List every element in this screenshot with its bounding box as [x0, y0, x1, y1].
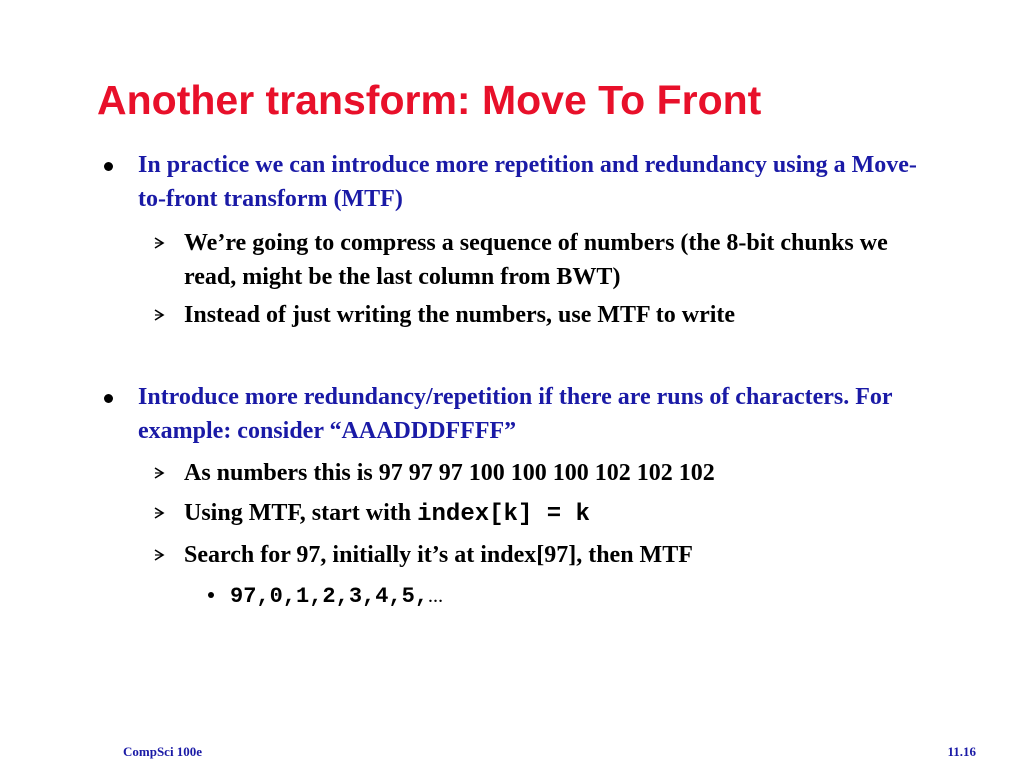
ellipsis-text: … — [428, 590, 444, 606]
sub-bullet-item — [184, 538, 944, 572]
sub-bullet-text: Instead of just writing the numbers, use MTF to write — [184, 302, 736, 328]
bullet-icon — [104, 162, 113, 171]
sub-bullet-text: As numbers this is 97 97 97 100 100 100 102 102 102 — [184, 460, 715, 486]
footer-course: CompSci 100e — [123, 744, 203, 759]
arrowhead-icon — [153, 309, 165, 321]
arrowhead-icon — [153, 507, 165, 519]
bullet-text: Introduce more redundancy/repetition if there are runs of characters. For example: consider “AAADDDFFFF” — [138, 384, 893, 444]
arrowhead-icon — [153, 237, 165, 249]
sub-bullet-text: Search for 97, initially it’s at index[97], then MTF — [184, 542, 693, 568]
slide-title: Another transform: Move To Front — [97, 77, 762, 123]
sub-bullet-text: Using MTF, start with — [184, 500, 418, 526]
arrowhead-icon — [153, 549, 165, 561]
footer-slide-number: 11.16 — [947, 744, 976, 759]
dot-icon — [208, 592, 214, 598]
sub-sub-bullet-item — [230, 580, 443, 613]
bullet-icon — [104, 394, 113, 403]
bullet-item — [138, 380, 928, 448]
sub-bullet-text: We’re going to compress a sequence of numbers (the 8-bit chunks we read, might be the last column from BWT) — [184, 230, 888, 290]
sub-bullet-item — [184, 496, 944, 532]
arrowhead-icon — [153, 467, 165, 479]
code-snippet: index[k] = k — [417, 501, 590, 528]
sub-bullet-item — [184, 456, 944, 490]
bullet-item — [138, 148, 928, 216]
code-snippet: 97,0,1,2,3,4,5, — [230, 584, 429, 609]
sub-bullet-item — [184, 226, 944, 294]
bullet-text: In practice we can introduce more repetition and redundancy using a Move-to-front transform (MTF) — [138, 152, 917, 212]
sub-bullet-item — [184, 298, 944, 332]
